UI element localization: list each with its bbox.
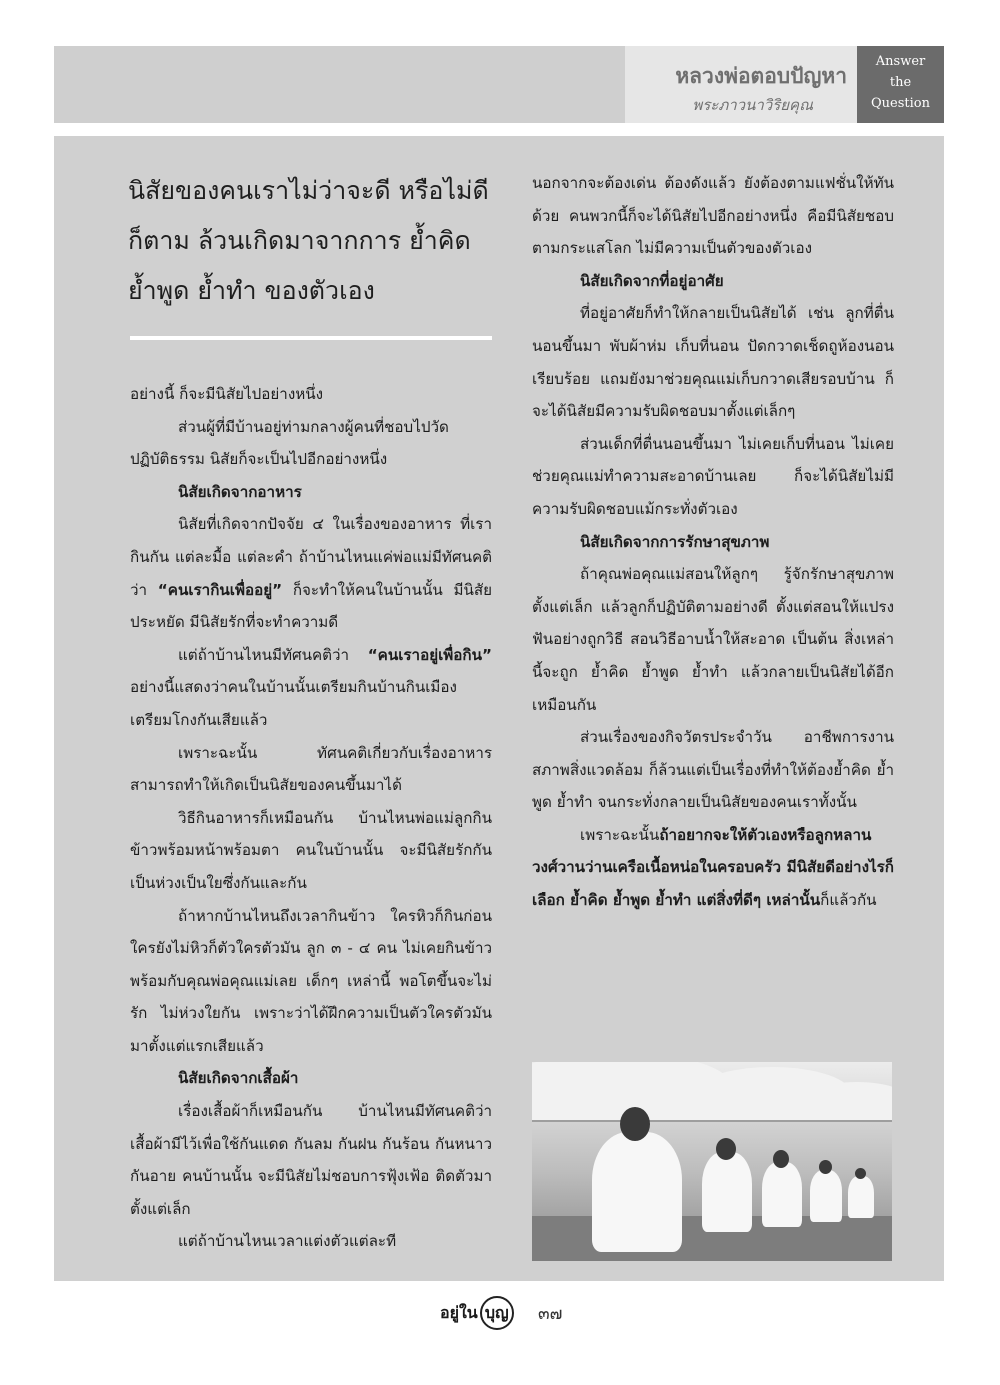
paragraph-text: อย่างนี้แสดงว่าคนในบ้านนั้นเตรียมกินบ้านกินเมือง เตรียมโกงกันเสียแล้ว [130,678,457,729]
left-column [130,378,492,1258]
paragraph: ที่อยู่อาศัยก็ทำให้กลายเป็นนิสัยได้ เช่น ลูกที่ตื่นนอนขึ้นมา พับผ้าห่ม เก็บที่นอน ปัดกวาดเช็ดถูห้องนอนเรียบร้อย แถมยังมาช่วยคุณแม่เก็บกวาดเสียรอบบ้าน ก็จะได้นิสัยมีความรับผิดชอบมาตั้งแต่เล็กๆ [532,304,894,421]
paragraph: ส่วนเรื่องของกิจวัตรประจำวัน อาชีพการงาน สภาพสิ่งแวดล้อม ก็ล้วนแต่เป็นเรื่องที่ทำให้ต้องย้ำคิด ย้ำพูด ย้ำทำ จนกระทั่งกลายเป็นนิสัยของคนเราทั้งนั้น [532,728,894,812]
quote-bold: “คนเราอยู่เพื่อกิน” [367,645,492,664]
paragraph: ส่วนผู้ที่มีบ้านอยู่ท่ามกลางผู้คนที่ชอบไปวัด ปฏิบัติธรรม นิสัยก็จะเป็นไปอีกอย่างหนึ่ง [130,417,449,469]
paragraph: วิธีกินอาหารก็เหมือนกัน บ้านไหนพ่อแม่ลูกกินข้าวพร้อมหน้าพร้อมตา คนในบ้านนั้น จะมีนิสัยรักกัน เป็นห่วงเป็นใยซึ่งกันและกัน [130,808,492,892]
section-title: หลวงพ่อตอบปัญหา [675,64,847,88]
meditator-head [620,1107,650,1141]
subheading-clothing: นิสัยเกิดจากเสื้อผ้า [178,1069,299,1088]
paragraph: อย่างนี้ ก็จะมีนิสัยไปอย่างหนึ่ง [130,385,324,403]
section-subtitle: พระภาวนาวิริยคุณ [692,96,813,114]
paragraph-text: นิสัยที่เกิดจากปัจจัย ๔ ในเรื่องของอาหาร ที่เรากินกัน แต่ละมื้อ แต่ละคำ ถ้าบ้านไหนแค่พ่อแม่มีทัศนคติว่า [130,515,492,599]
right-column [532,167,894,917]
quote-bold: “คนเรากินเพื่ออยู่” [157,580,283,599]
tag-line-3: Question [871,96,930,111]
paragraph: ส่วนเด็กที่ตื่นนอนขึ้นมา ไม่เคยเก็บที่นอน ไม่เคยช่วยคุณแม่ทำความสะอาดบ้านเลย ก็จะได้นิสัยไม่มีความรับผิดชอบแม้กระทั่งตัวเอง [532,434,894,518]
tag-line-1: Answer [875,54,926,69]
paragraph: เพราะฉะนั้น ทัศนคติเกี่ยวกับเรื่องอาหาร สามารถทำให้เกิดเป็นนิสัยของคนขึ้นมาได้ [130,743,492,795]
paragraph: ถ้าหากบ้านไหนถึงเวลากินข้าว ใครหิวก็กินก่อน ใครยังไม่หิวก็ตัวใครตัวมัน ลูก ๓ - ๔ คน ไม่เคยกินข้าวพร้อมกับคุณพ่อคุณแม่เลย เด็กๆ เหล่านี้ พอโตขึ้นจะไม่รัก ไม่ห่วงใยกัน เพราะว่าได้ฝึกความเป็นตัวใครตัวมันมาตั้งแต่แรกเสียแล้ว [130,906,492,1055]
paragraph: ถ้าคุณพ่อคุณแม่สอนให้ลูกๆ รู้จักรักษาสุขภาพตั้งแต่เล็ก แล้วลูกก็ปฏิบัติตามอย่างดี ตั้งแต่สอนให้แปรงฟันอย่างถูกวิธี สอนวิธีอาบน้ำให้สะอาด เป็นต้น สิ่งเหล่านี้จะถูก ย้ำคิด ย้ำพูด ย้ำทำ แล้วกลายเป็นนิสัยได้อีกเหมือนกัน [532,565,894,714]
pull-quote: นิสัยของคนเราไม่ว่าจะดี หรือไม่ดีก็ตาม ล้วนเกิดมาจากการ ย้ำคิด ย้ำพูด ย้ำทำ ของตัวเอง [128,176,489,305]
umbrella-shape [802,1082,892,1122]
page-number: ๓๗ [538,1304,563,1324]
subheading-health: นิสัยเกิดจากการรักษาสุขภาพ [580,532,770,551]
paragraph: แต่ถ้าบ้านไหนเวลาแต่งตัวแต่ละที [178,1232,397,1251]
meditator-figure [702,1152,752,1232]
page-footer [0,1290,1000,1330]
meditator-figure [848,1176,874,1218]
paragraph: นอกจากจะต้องเด่น ต้องดังแล้ว ยังต้องตามแฟชั่นให้ทันด้วย คนพวกนี้ก็จะได้นิสัยไปอีกอย่างหนึ่ง คือมีนิสัยชอบตามกระแสโลก ไม่มีความเป็นตัวของตัวเอง [532,174,894,258]
paragraph: เรื่องเสื้อผ้าก็เหมือนกัน บ้านไหนมีทัศนคติว่าเสื้อผ้ามีไว้เพื่อใช้กันแดด กันลม กันฝน กันร้อน กันหนาว กันอาย คนบ้านนั้น จะมีนิสัยไม่ชอบการฟุ้งเฟ้อ ติดตัวมาตั้งแต่เล็ก [130,1102,492,1218]
meditator-head [716,1138,736,1160]
subheading-residence: นิสัยเกิดจากที่อยู่อาศัย [580,271,724,290]
meditator-head [855,1168,866,1179]
logo-text: อยู่ใน [440,1303,478,1322]
meditation-photo [532,1062,892,1261]
meditator-figure [810,1170,842,1222]
subheading-food: นิสัยเกิดจากอาหาร [178,482,302,501]
paragraph-conclusion [532,819,894,917]
paragraph [130,508,492,638]
paragraph-text: เพราะฉะนั้น [580,825,660,844]
paragraph [130,639,492,737]
meditator-figure [762,1162,802,1227]
conclusion-bold: ถ้าอยากจะให้ตัวเองหรือลูกหลานวงศ์วานว่านเครือเนื้อหน่อในครอบครัว มีนิสัยดีอย่างไรก็เลือก ย้ำคิด ย้ำพูด ย้ำทำ แต่สิ่งที่ดีๆ เหล่านั้น [532,825,894,910]
meditator-figure [592,1132,682,1252]
header-label-box [625,46,857,123]
magazine-logo [440,1296,514,1330]
meditator-head [819,1160,832,1174]
paragraph-text: แต่ถ้าบ้านไหนมีทัศนคติว่า [178,645,368,664]
tag-line-2: the [889,75,912,90]
meditator-head [773,1150,789,1168]
pull-quote-divider [130,336,492,340]
paragraph-text: ก็แล้วกัน [820,891,877,910]
answer-the-question-tag [857,46,944,123]
paragraph-text: ก็จะทำให้คนในบ้านนั้น มีนิสัยประหยัด มีนิสัยรักที่จะทำความดี [130,580,493,632]
logo-ring-text: บุญ [480,1296,514,1330]
